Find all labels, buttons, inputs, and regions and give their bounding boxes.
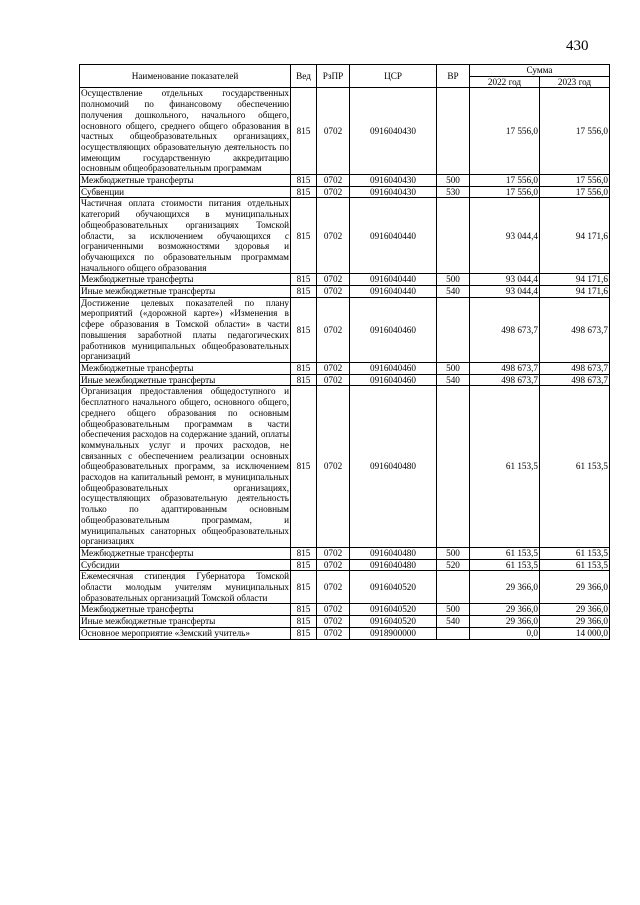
row-csr: 0916040430 [350, 175, 437, 187]
row-sum-2022: 29 366,0 [470, 604, 540, 616]
row-csr: 0916040460 [350, 362, 437, 374]
row-rzpr: 0702 [317, 198, 350, 274]
row-sum-2023: 14 000,0 [540, 627, 610, 639]
table-row [80, 297, 610, 362]
row-vr [437, 571, 470, 604]
row-rzpr: 0702 [317, 604, 350, 616]
row-csr: 0916040520 [350, 616, 437, 628]
row-name: Осуществление отдельных государственных полномочий по финансовому обеспечению получения дошкольного, начального общего, основного общего, среднего общего образования в частных общеобразовательных организациях, осуществляющих образовательную деятельность по имеющим государственную аккредитацию основным общеобразовательным программам [81, 88, 289, 174]
row-csr: 0916040480 [350, 547, 437, 559]
row-name: Межбюджетные трансферты [80, 547, 291, 559]
row-name: Иные межбюджетные трансферты [80, 286, 291, 298]
row-csr: 0916040430 [350, 88, 437, 175]
row-rzpr: 0702 [317, 274, 350, 286]
table-row [80, 175, 610, 187]
row-ved: 815 [291, 547, 317, 559]
row-sum-2023: 61 153,5 [540, 386, 610, 548]
row-ved: 815 [291, 297, 317, 362]
row-sum-2023: 29 366,0 [540, 571, 610, 604]
table-row [80, 571, 610, 604]
table-row [80, 88, 610, 175]
row-ved: 815 [291, 616, 317, 628]
row-rzpr: 0702 [317, 571, 350, 604]
row-csr: 0918900000 [350, 627, 437, 639]
row-rzpr: 0702 [317, 559, 350, 571]
budget-table [79, 64, 610, 640]
row-csr: 0916040430 [350, 186, 437, 198]
row-sum-2023: 498 673,7 [540, 297, 610, 362]
row-name: Основное мероприятие «Земский учитель» [80, 627, 291, 639]
header-year-2022: 2022 год [470, 76, 540, 88]
row-vr: 540 [437, 616, 470, 628]
row-sum-2023: 498 673,7 [540, 374, 610, 386]
row-name: Частичная оплата стоимости питания отдельных категорий обучающихся в муниципальных общеобразовательных организациях Томской области, за исключением обучающихся с ограниченными возможностями здоровья и обучающихся по образовательным программам начального общего образования [81, 198, 289, 273]
row-vr [437, 198, 470, 274]
table-body [80, 88, 610, 639]
row-ved: 815 [291, 559, 317, 571]
row-rzpr: 0702 [317, 627, 350, 639]
row-ved: 815 [291, 374, 317, 386]
row-sum-2023: 94 171,6 [540, 274, 610, 286]
row-rzpr: 0702 [317, 297, 350, 362]
row-ved: 815 [291, 198, 317, 274]
row-sum-2023: 17 556,0 [540, 88, 610, 175]
row-rzpr: 0702 [317, 547, 350, 559]
row-vr: 540 [437, 286, 470, 298]
row-sum-2022: 498 673,7 [470, 297, 540, 362]
header-year-2023: 2023 год [540, 76, 610, 88]
row-name: Субвенции [80, 186, 291, 198]
row-sum-2023: 61 153,5 [540, 559, 610, 571]
table-row [80, 627, 610, 639]
row-csr: 0916040520 [350, 571, 437, 604]
row-sum-2022: 17 556,0 [470, 88, 540, 175]
row-sum-2022: 29 366,0 [470, 616, 540, 628]
header-csr: ЦСР [350, 65, 437, 88]
row-ved: 815 [291, 362, 317, 374]
row-name: Межбюджетные трансферты [80, 604, 291, 616]
row-csr: 0916040440 [350, 274, 437, 286]
row-vr: 540 [437, 374, 470, 386]
row-ved: 815 [291, 386, 317, 548]
row-rzpr: 0702 [317, 175, 350, 187]
row-vr: 500 [437, 604, 470, 616]
row-vr: 500 [437, 175, 470, 187]
row-name: Межбюджетные трансферты [80, 175, 291, 187]
row-rzpr: 0702 [317, 374, 350, 386]
row-sum-2023: 29 366,0 [540, 604, 610, 616]
row-rzpr: 0702 [317, 616, 350, 628]
header-name: Наименование показателей [80, 65, 291, 88]
table-row [80, 604, 610, 616]
row-name: Иные межбюджетные трансферты [80, 374, 291, 386]
row-vr: 500 [437, 362, 470, 374]
row-name: Иные межбюджетные трансферты [80, 616, 291, 628]
row-sum-2023: 498 673,7 [540, 362, 610, 374]
table-row [80, 616, 610, 628]
row-csr: 0916040440 [350, 198, 437, 274]
header-ved: Вед [291, 65, 317, 88]
row-sum-2022: 0,0 [470, 627, 540, 639]
row-sum-2022: 17 556,0 [470, 175, 540, 187]
row-vr: 530 [437, 186, 470, 198]
row-vr: 500 [437, 547, 470, 559]
row-name: Достижение целевых показателей по плану мероприятий («дорожной карте») «Изменения в сфере образования в Томской области» в части повышения заработной платы педагогических работников муниципальных общеобразовательных организаций [81, 297, 289, 362]
row-ved: 815 [291, 627, 317, 639]
row-vr: 520 [437, 559, 470, 571]
table-row [80, 286, 610, 298]
row-ved: 815 [291, 604, 317, 616]
header-rzpr: РзПР [317, 65, 350, 88]
row-csr: 0916040480 [350, 386, 437, 548]
table-row [80, 386, 610, 548]
row-sum-2022: 93 044,4 [470, 286, 540, 298]
row-rzpr: 0702 [317, 286, 350, 298]
row-sum-2022: 498 673,7 [470, 362, 540, 374]
row-sum-2022: 61 153,5 [470, 559, 540, 571]
row-rzpr: 0702 [317, 186, 350, 198]
header-vr: ВР [437, 65, 470, 88]
row-vr [437, 88, 470, 175]
row-sum-2022: 93 044,4 [470, 198, 540, 274]
row-sum-2023: 29 366,0 [540, 616, 610, 628]
row-sum-2023: 17 556,0 [540, 175, 610, 187]
row-csr: 0916040440 [350, 286, 437, 298]
table-row [80, 559, 610, 571]
row-sum-2023: 94 171,6 [540, 286, 610, 298]
row-ved: 815 [291, 175, 317, 187]
row-ved: 815 [291, 88, 317, 175]
table-row [80, 198, 610, 274]
row-rzpr: 0702 [317, 88, 350, 175]
row-vr [437, 297, 470, 362]
row-sum-2022: 61 153,5 [470, 547, 540, 559]
page-number: 430 [566, 38, 589, 54]
header-row [80, 65, 610, 77]
row-rzpr: 0702 [317, 386, 350, 548]
table-row [80, 186, 610, 198]
row-rzpr: 0702 [317, 362, 350, 374]
row-ved: 815 [291, 571, 317, 604]
row-sum-2022: 498 673,7 [470, 374, 540, 386]
table-row [80, 274, 610, 286]
row-vr: 500 [437, 274, 470, 286]
row-csr: 0916040460 [350, 374, 437, 386]
table-row [80, 374, 610, 386]
row-vr [437, 627, 470, 639]
row-sum-2023: 94 171,6 [540, 198, 610, 274]
row-sum-2023: 61 153,5 [540, 547, 610, 559]
row-ved: 815 [291, 286, 317, 298]
row-csr: 0916040480 [350, 559, 437, 571]
row-sum-2022: 93 044,4 [470, 274, 540, 286]
table-row [80, 547, 610, 559]
row-ved: 815 [291, 186, 317, 198]
row-name: Межбюджетные трансферты [80, 274, 291, 286]
row-sum-2022: 61 153,5 [470, 386, 540, 548]
row-csr: 0916040520 [350, 604, 437, 616]
header-sum: Сумма [470, 65, 610, 77]
row-name: Ежемесячная стипендия Губернатора Томской области молодым учителям муниципальных образовательных организаций Томской области [81, 571, 289, 603]
row-sum-2022: 17 556,0 [470, 186, 540, 198]
row-sum-2023: 17 556,0 [540, 186, 610, 198]
row-csr: 0916040460 [350, 297, 437, 362]
row-name: Субсидии [80, 559, 291, 571]
row-vr [437, 386, 470, 548]
row-name: Организация предоставления общедоступного и бесплатного начального общего, основного общего, среднего общего образования по основным общеобразовательным программам в части обеспечения расходов на содержание зданий, оплаты коммунальных услуг и прочих расходов, не связанных с обеспечением реализации основных общеобразовательных программ, за исключением расходов на капитальный ремонт, в муниципальных общеобразовательных организациях, осуществляющих образовательную деятельность только по адаптированным основным общеобразовательным программам, и муниципальных санаторных общеобразовательных организациях [81, 386, 289, 547]
row-ved: 815 [291, 274, 317, 286]
row-name: Межбюджетные трансферты [80, 362, 291, 374]
table-row [80, 362, 610, 374]
row-sum-2022: 29 366,0 [470, 571, 540, 604]
